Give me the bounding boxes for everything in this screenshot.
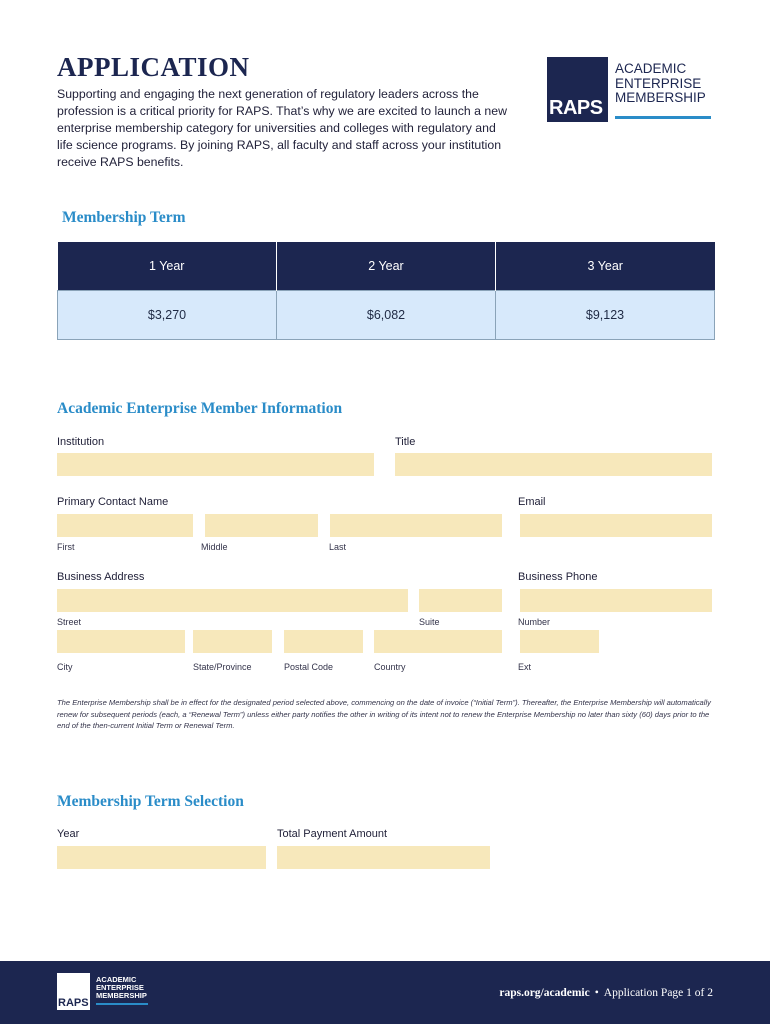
footer-raps-logo <box>57 973 90 1010</box>
membership-term-heading: Membership Term <box>62 209 186 226</box>
total-payment-field[interactable] <box>277 846 490 869</box>
logo-program-name <box>615 62 706 106</box>
last-name-field[interactable] <box>330 514 502 537</box>
total-payment-label: Total Payment Amount <box>277 828 388 840</box>
title-field[interactable] <box>395 453 712 476</box>
page-title: APPLICATION <box>57 52 250 82</box>
raps-logo-mark: RAPS <box>549 97 603 119</box>
last-sublabel: Last <box>329 542 347 552</box>
membership-term-table <box>57 242 715 340</box>
state-sublabel: State/Province <box>193 662 252 672</box>
city-sublabel: City <box>57 662 73 672</box>
middle-sublabel: Middle <box>201 542 228 552</box>
middle-name-field[interactable] <box>205 514 318 537</box>
footer-logo-mark: RAPS <box>58 997 89 1009</box>
number-sublabel: Number <box>518 617 551 627</box>
term-column-3yr: 3 Year <box>496 242 715 291</box>
year-label: Year <box>57 828 80 840</box>
intro-line: life science programs. By joining RAPS, all faculty and staff across your institution <box>57 138 502 152</box>
suite-sublabel: Suite <box>419 617 440 627</box>
contact-name-label: Primary Contact Name <box>57 496 169 508</box>
suite-field[interactable] <box>419 589 502 612</box>
footer-url-link[interactable]: raps.org/academic <box>499 987 590 999</box>
footer-logo-line: ACADEMIC <box>96 975 137 984</box>
footer-logo-line: MEMBERSHIP <box>96 991 147 1000</box>
term-column-1yr: 1 Year <box>58 242 277 291</box>
intro-line: receive RAPS benefits. <box>57 155 184 169</box>
logo-line: MEMBERSHIP <box>615 90 706 105</box>
first-sublabel: First <box>57 542 75 552</box>
term-price-row <box>58 291 715 340</box>
intro-line: Supporting and engaging the next generation of regulatory leaders across the <box>57 87 479 101</box>
term-header-row <box>58 242 715 291</box>
footer-bullet: • <box>594 987 599 999</box>
phone-number-field[interactable] <box>520 589 712 612</box>
country-field[interactable] <box>374 630 502 653</box>
footer-meta <box>499 987 713 999</box>
price-1yr: $3,270 <box>58 291 277 340</box>
raps-logo <box>547 57 608 122</box>
institution-label: Institution <box>57 436 105 448</box>
intro-line: enterprise membership category for universities and colleges with regulatory and <box>57 121 496 135</box>
state-field[interactable] <box>193 630 272 653</box>
city-field[interactable] <box>57 630 185 653</box>
price-2yr: $6,082 <box>277 291 496 340</box>
title-label: Title <box>395 436 416 448</box>
first-name-field[interactable] <box>57 514 193 537</box>
institution-field[interactable] <box>57 453 374 476</box>
intro-line: profession is a critical priority for RAPS. That’s why we are excited to launch a new <box>57 104 507 118</box>
logo-line: ENTERPRISE <box>615 75 702 91</box>
business-phone-label: Business Phone <box>518 571 598 583</box>
postal-code-field[interactable] <box>284 630 363 653</box>
email-label: Email <box>518 496 546 508</box>
legal-note: The Enterprise Membership shall be in effect for the designated period selected above, commencing on the date of invoice (“Initial Term”). Thereafter, the Enterprise Membership will automatically renew for subsequent periods (each, a “Renewal Term”) unless either party notifies the other in writing of its intent not to renew the Enterprise Membership no later than sixty (60) days prior to the end of the then-current Initial Term or Renewal Term. <box>57 698 711 730</box>
street-sublabel: Street <box>57 617 82 627</box>
page-indicator: Application Page 1 of 2 <box>603 987 713 999</box>
postal-code-sublabel: Postal Code <box>284 662 334 672</box>
year-field[interactable] <box>57 846 266 869</box>
footer-logo-line: ENTERPRISE <box>96 983 144 992</box>
footer-logo-underline <box>96 1003 148 1005</box>
street-field[interactable] <box>57 589 408 612</box>
logo-underline <box>615 116 711 119</box>
logo-line: ACADEMIC <box>615 61 687 76</box>
term-selection-heading: Membership Term Selection <box>57 793 244 810</box>
intro-paragraph <box>57 86 517 171</box>
member-info-heading: Academic Enterprise Member Information <box>57 400 343 417</box>
country-sublabel: Country <box>374 662 406 672</box>
price-3yr: $9,123 <box>496 291 715 340</box>
email-field[interactable] <box>520 514 712 537</box>
business-address-label: Business Address <box>57 571 145 583</box>
ext-sublabel: Ext <box>518 662 532 672</box>
ext-field[interactable] <box>520 630 599 653</box>
term-column-2yr: 2 Year <box>277 242 496 291</box>
footer-logo-program-name <box>96 976 147 1000</box>
